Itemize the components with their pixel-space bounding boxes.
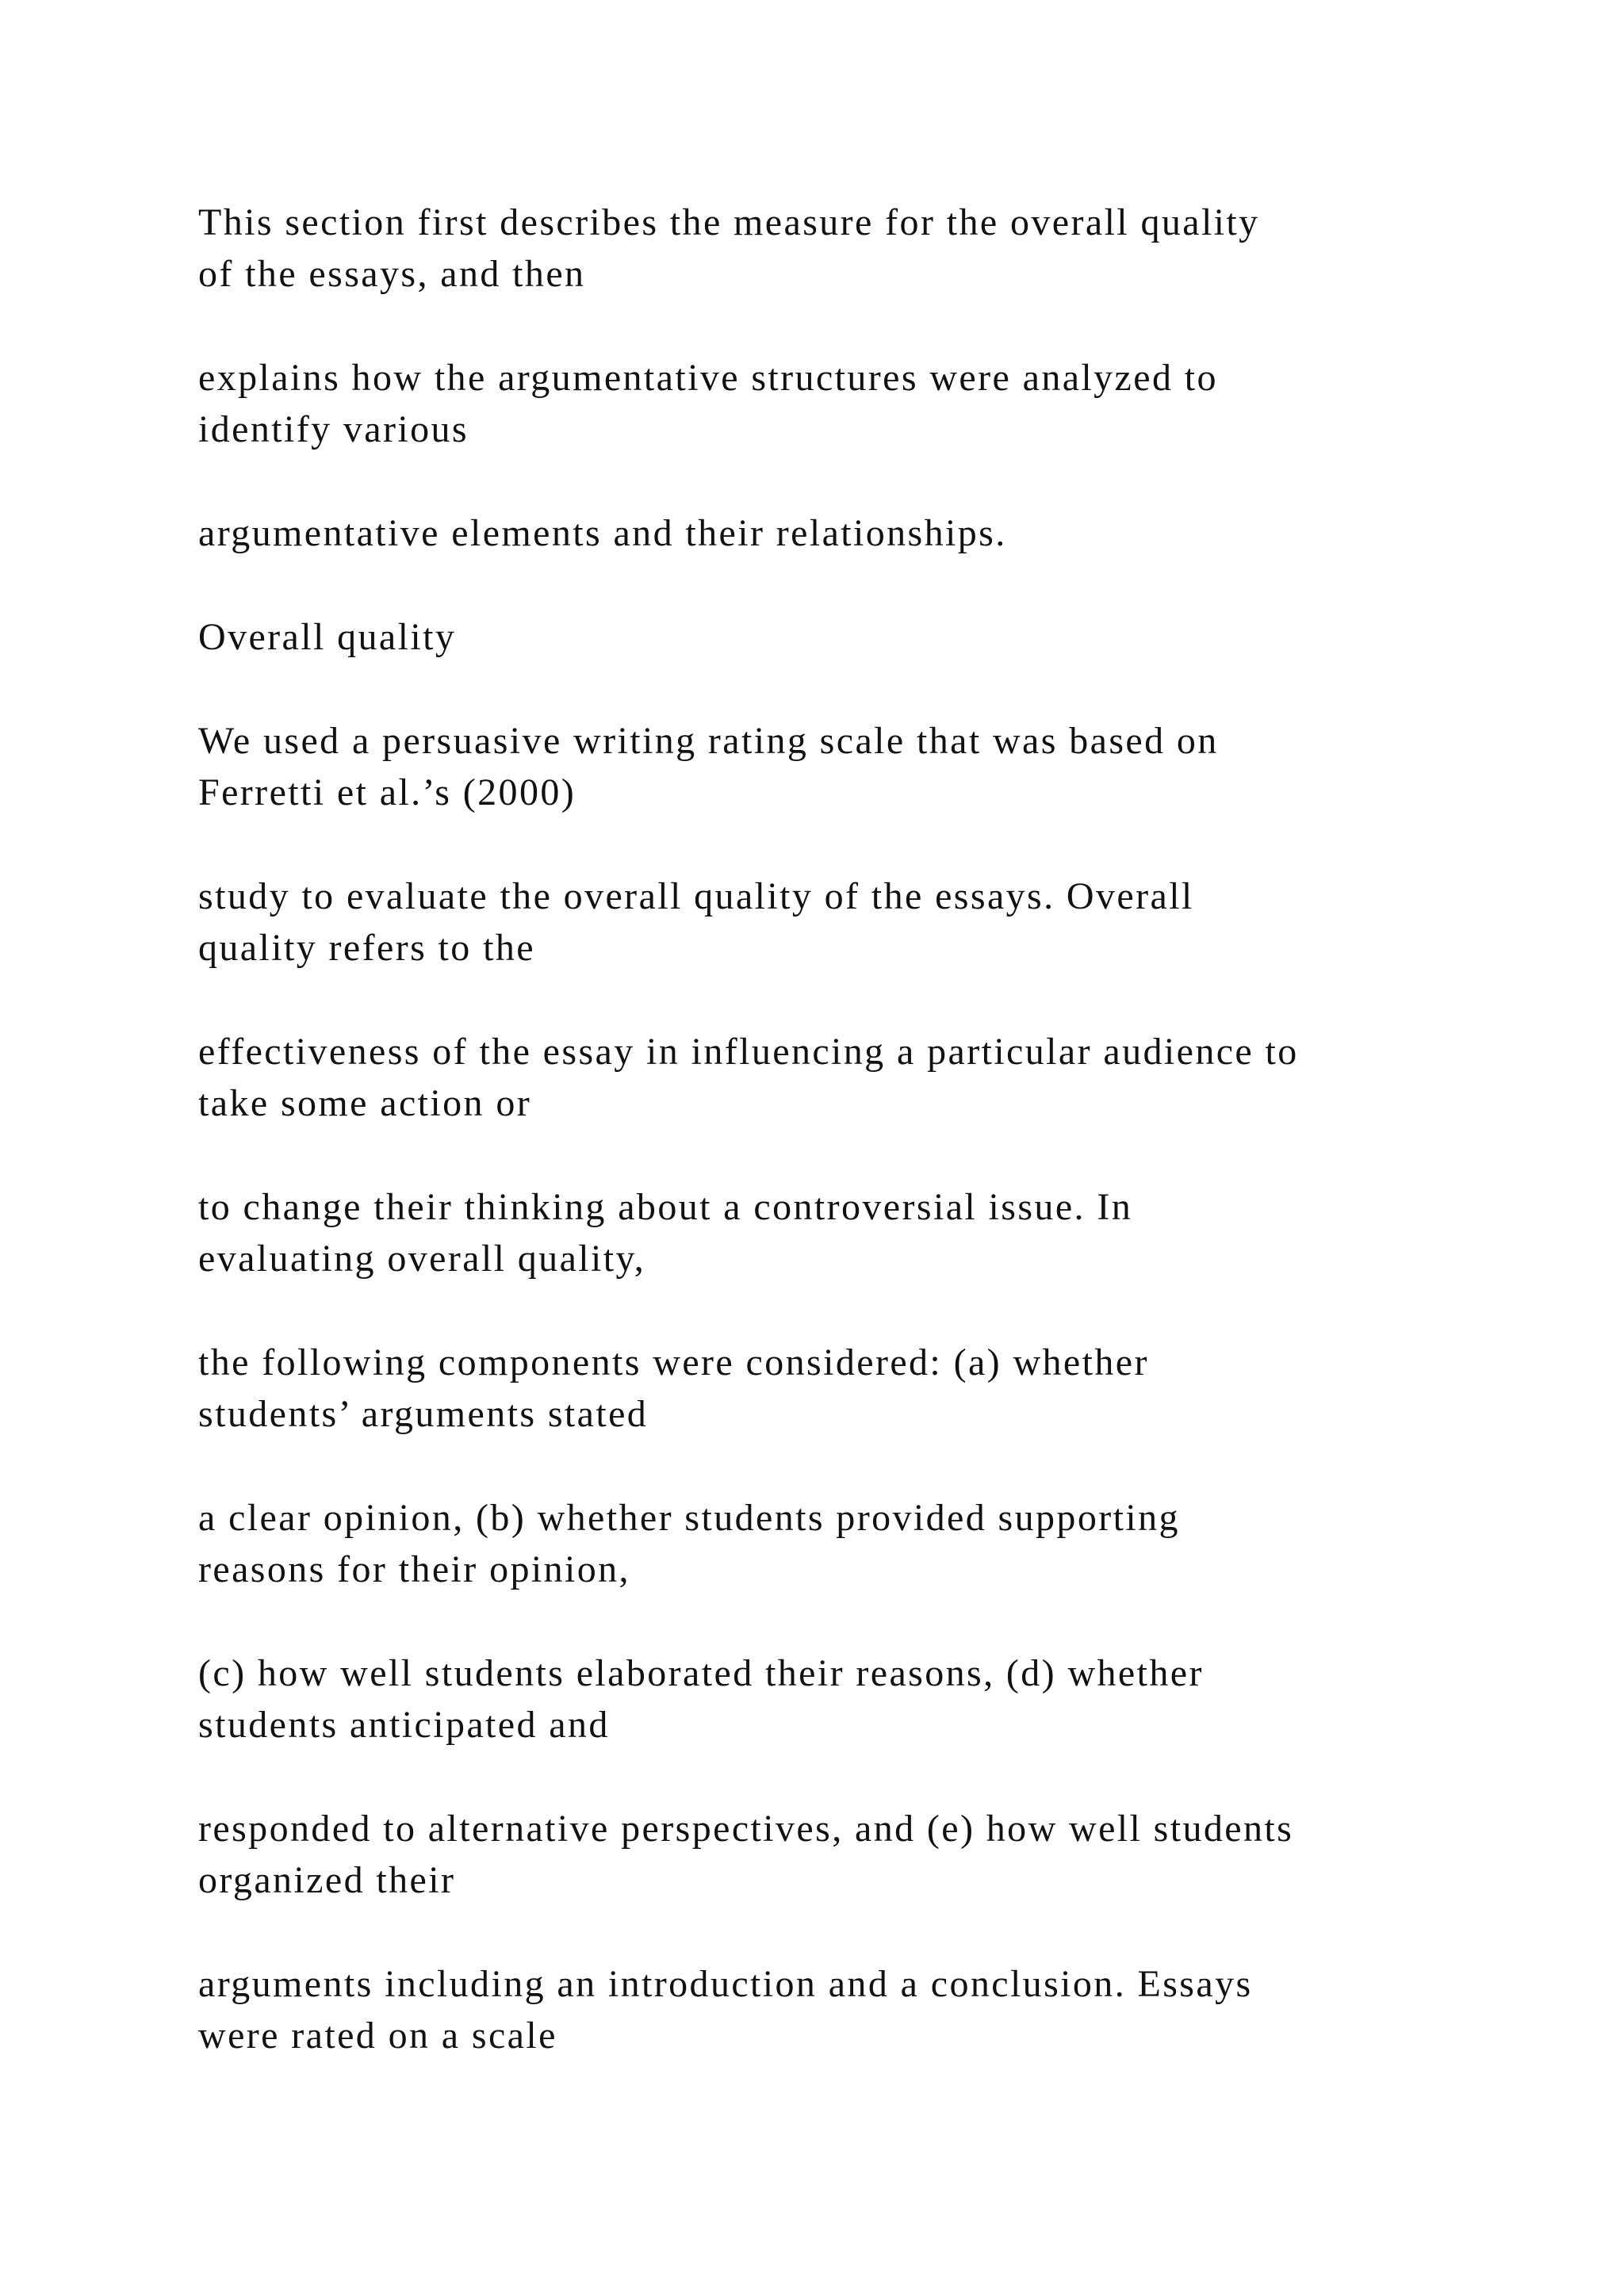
text-line: the following components were considered: (a) whether [198,1341,1149,1383]
text-line: effectiveness of the essay in influencing a particular audience to [198,1031,1299,1073]
text-line: a clear opinion, (b) whether students provided supporting [198,1497,1180,1539]
text-line: organized their [198,1859,456,1901]
text-line: evaluating overall quality, [198,1238,646,1280]
text-line: students’ arguments stated [198,1393,649,1435]
text-line: reasons for their opinion, [198,1548,630,1590]
paragraph [198,1492,1499,1595]
text-line: argumentative elements and their relationships. [198,512,1007,554]
text-line: study to evaluate the overall quality of the essays. Overall [198,875,1194,917]
text-line: of the essays, and then [198,253,586,295]
document-body [198,197,1499,2114]
text-line: quality refers to the [198,927,535,969]
text-line: responded to alternative perspectives, and (e) how well students [198,1808,1294,1850]
text-line: identify various [198,408,469,450]
text-line: (c) how well students elaborated their reasons, (d) whether [198,1652,1204,1694]
text-line: We used a persuasive writing rating scale that was based on [198,720,1219,762]
text-line: arguments including an introduction and a conclusion. Essays [198,1963,1253,2005]
paragraph [198,352,1499,455]
paragraph [198,197,1499,300]
paragraph [198,1026,1499,1129]
paragraph [198,507,1499,559]
section-heading [198,611,1499,663]
paragraph [198,1958,1499,2061]
text-line: This section first describes the measure for the overall quality [198,201,1260,243]
text-line: to change their thinking about a controversial issue. In [198,1186,1133,1228]
text-line: take some action or [198,1082,532,1124]
heading-text: Overall quality [198,616,457,658]
text-line: explains how the argumentative structures were analyzed to [198,357,1218,399]
paragraph [198,1647,1499,1751]
paragraph [198,715,1499,818]
text-line: were rated on a scale [198,2015,557,2057]
paragraph [198,1181,1499,1284]
text-line: students anticipated and [198,1704,610,1746]
text-line: Ferretti et al.’s (2000) [198,771,576,813]
paragraph [198,871,1499,974]
paragraph [198,1803,1499,1906]
paragraph [198,1337,1499,1440]
